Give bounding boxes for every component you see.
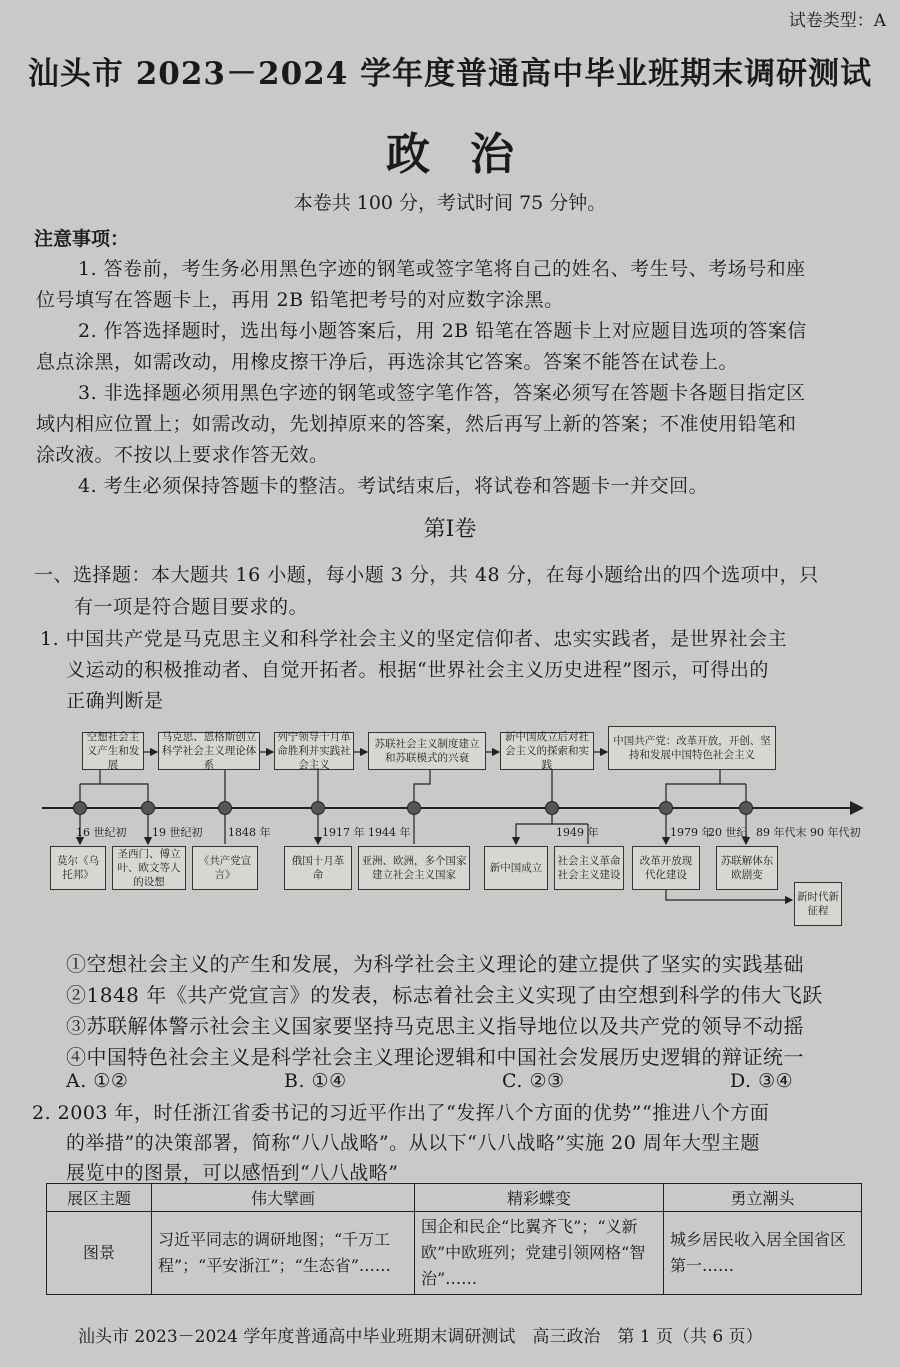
time-label: 20 世纪: [708, 826, 748, 839]
timeline-dot: [659, 801, 673, 815]
exam-title: 汕头市 2023－2024 学年度普通高中毕业班期末调研测试: [27, 56, 873, 92]
notice-line: 位号填写在答题卡上，再用 2B 铅笔把考号的对应数字涂黑。: [36, 289, 564, 311]
time-label: 89 年代末 90 年代初: [756, 826, 861, 839]
section-instruction: 有一项是符合题目要求的。: [74, 596, 309, 618]
table-row-label: 图景: [47, 1212, 152, 1295]
q1-statement: ④中国特色社会主义是科学社会主义理论逻辑和中国社会发展历史逻辑的辩证统一: [66, 1045, 804, 1069]
q1-option-c[interactable]: C. ②③: [502, 1070, 565, 1092]
notice-line: 息点涂黑，如需改动，用橡皮擦干净后，再选涂其它答案。答案不能答在试卷上。: [36, 351, 739, 373]
top-box-reform: 中国共产党：改革开放，开创、坚持和发展中国特色社会主义: [608, 726, 776, 770]
q2-stem: 的举措”的决策部署，简称“八八战略”。从以下“八八战略”实施 20 周年大型主题: [66, 1132, 760, 1154]
exam-info: 本卷共 100 分，考试时间 75 分钟。: [293, 192, 607, 214]
bottom-box-ussr-collapse: 苏联解体东欧剧变: [716, 846, 778, 890]
notice-line: 3. 非选择题必须用黑色字迹的钢笔或签字笔作答，答案必须写在答题卡各题目指定区: [78, 382, 806, 404]
bottom-box-construction: 社会主义革命社会主义建设: [554, 846, 624, 890]
top-box-new-china: 新中国成立后对社会主义的探索和实践: [500, 732, 594, 770]
page-footer: 汕头市 2023－2024 学年度普通高中毕业班期末调研测试 高三政治 第 1 页（共 6 页）: [78, 1327, 763, 1347]
bottom-box-manifesto: 《共产党宣言》: [192, 846, 258, 890]
table-header: 精彩蝶变: [415, 1184, 664, 1212]
bottom-box-reform: 改革开放现代化建设: [632, 846, 700, 890]
time-label: 16 世纪初: [76, 826, 127, 839]
socialism-history-diagram: [40, 712, 870, 937]
table-header-row: [47, 1184, 862, 1212]
subject-title: 政治: [386, 129, 554, 180]
timeline-dot: [739, 801, 753, 815]
timeline-dot: [218, 801, 232, 815]
bottom-box-utopians: 圣西门、傅立叶、欧文等人的设想: [112, 846, 186, 890]
q1-stem: 1. 中国共产党是马克思主义和科学社会主义的坚定信仰者、忠实实践者，是世界社会主: [40, 628, 788, 650]
q1-statement: ②1848 年《共产党宣言》的发表，标志着社会主义实现了由空想到科学的伟大飞跃: [66, 983, 823, 1007]
table-cell: 国企和民企“比翼齐飞”；“义新欧”中欧班列；党建引领网格“智治”……: [415, 1212, 664, 1295]
time-label: 19 世纪初: [152, 826, 203, 839]
bottom-box-october: 俄国十月革命: [284, 846, 352, 890]
q1-stem: 义运动的积极推动者、自觉开拓者。根据“世界社会主义历史进程”图示，可得出的: [66, 659, 769, 681]
table-cell: 城乡居民收入居全国省区第一……: [664, 1212, 862, 1295]
top-box-marx-engels: 马克思、恩格斯创立科学社会主义理论体系: [158, 732, 260, 770]
bottom-box-new-era: 新时代新征程: [794, 882, 842, 926]
q1-stem: 正确判断是: [66, 690, 164, 712]
q1-option-a[interactable]: A. ①②: [66, 1070, 129, 1092]
timeline-dot: [311, 801, 325, 815]
time-label: 1917 年: [322, 826, 365, 839]
notice-line: 涂改液。不按以上要求作答无效。: [36, 444, 329, 466]
bottom-box-prc: 新中国成立: [484, 846, 548, 890]
exhibition-table: [46, 1183, 862, 1295]
time-label: 1944 年: [368, 826, 411, 839]
notice-title: 注意事项：: [34, 228, 130, 250]
top-box-lenin: 列宁领导十月革命胜利并实践社会主义: [274, 732, 354, 770]
time-label: 1979 年: [670, 826, 713, 839]
timeline-dot: [407, 801, 421, 815]
notice-line: 2. 作答选择题时，选出每小题答案后，用 2B 铅笔在答题卡上对应题目选项的答案信: [78, 320, 807, 342]
notice-line: 域内相应位置上；如需改动，先划掉原来的答案，然后再写上新的答案；不准使用铅笔和: [36, 413, 797, 435]
q1-option-b[interactable]: B. ①④: [284, 1070, 347, 1092]
q2-stem: 2. 2003 年，时任浙江省委书记的习近平作出了“发挥八个方面的优势”“推进八个方面: [32, 1102, 770, 1124]
notice-line: 1. 答卷前，考生务必用黑色字迹的钢笔或签字笔将自己的姓名、考生号、考场号和座: [78, 258, 806, 280]
table-cell: 习近平同志的调研地图；“千万工程”；“平安浙江”；“生态省”……: [152, 1212, 415, 1295]
time-label: 1949 年: [556, 826, 599, 839]
q1-statement: ③苏联解体警示社会主义国家要坚持马克思主义指导地位以及共产党的领导不动摇: [66, 1014, 804, 1038]
section-instruction: 一、选择题：本大题共 16 小题，每小题 3 分，共 48 分，在每小题给出的四个选项中，只: [34, 564, 819, 586]
top-box-soviet: 苏联社会主义制度建立和苏联模式的兴衰: [368, 732, 486, 770]
bottom-box-socialist-states: 亚洲、欧洲，多个国家建立社会主义国家: [358, 846, 470, 890]
notice-line: 4. 考生必须保持答题卡的整洁。考试结束后，将试卷和答题卡一并交回。: [78, 475, 709, 497]
top-box-utopian: 空想社会主义产生和发展: [82, 732, 144, 770]
timeline-dot: [545, 801, 559, 815]
table-header: 伟大擘画: [152, 1184, 415, 1212]
table-header: 勇立潮头: [664, 1184, 862, 1212]
timeline-dot: [73, 801, 87, 815]
table-row: [47, 1212, 862, 1295]
timeline-dot: [141, 801, 155, 815]
q1-statement: ①空想社会主义的产生和发展，为科学社会主义理论的建立提供了坚实的实践基础: [66, 952, 804, 976]
paper-type-label: 试卷类型：A: [788, 11, 886, 31]
q1-option-d[interactable]: D. ③④: [730, 1070, 794, 1092]
bottom-box-more: 莫尔《乌托邦》: [50, 846, 106, 890]
section-title: 第Ⅰ卷: [423, 517, 477, 542]
table-header: 展区主题: [47, 1184, 152, 1212]
time-label: 1848 年: [228, 826, 271, 839]
q2-stem: 展览中的图景，可以感悟到“八八战略”: [66, 1162, 399, 1184]
